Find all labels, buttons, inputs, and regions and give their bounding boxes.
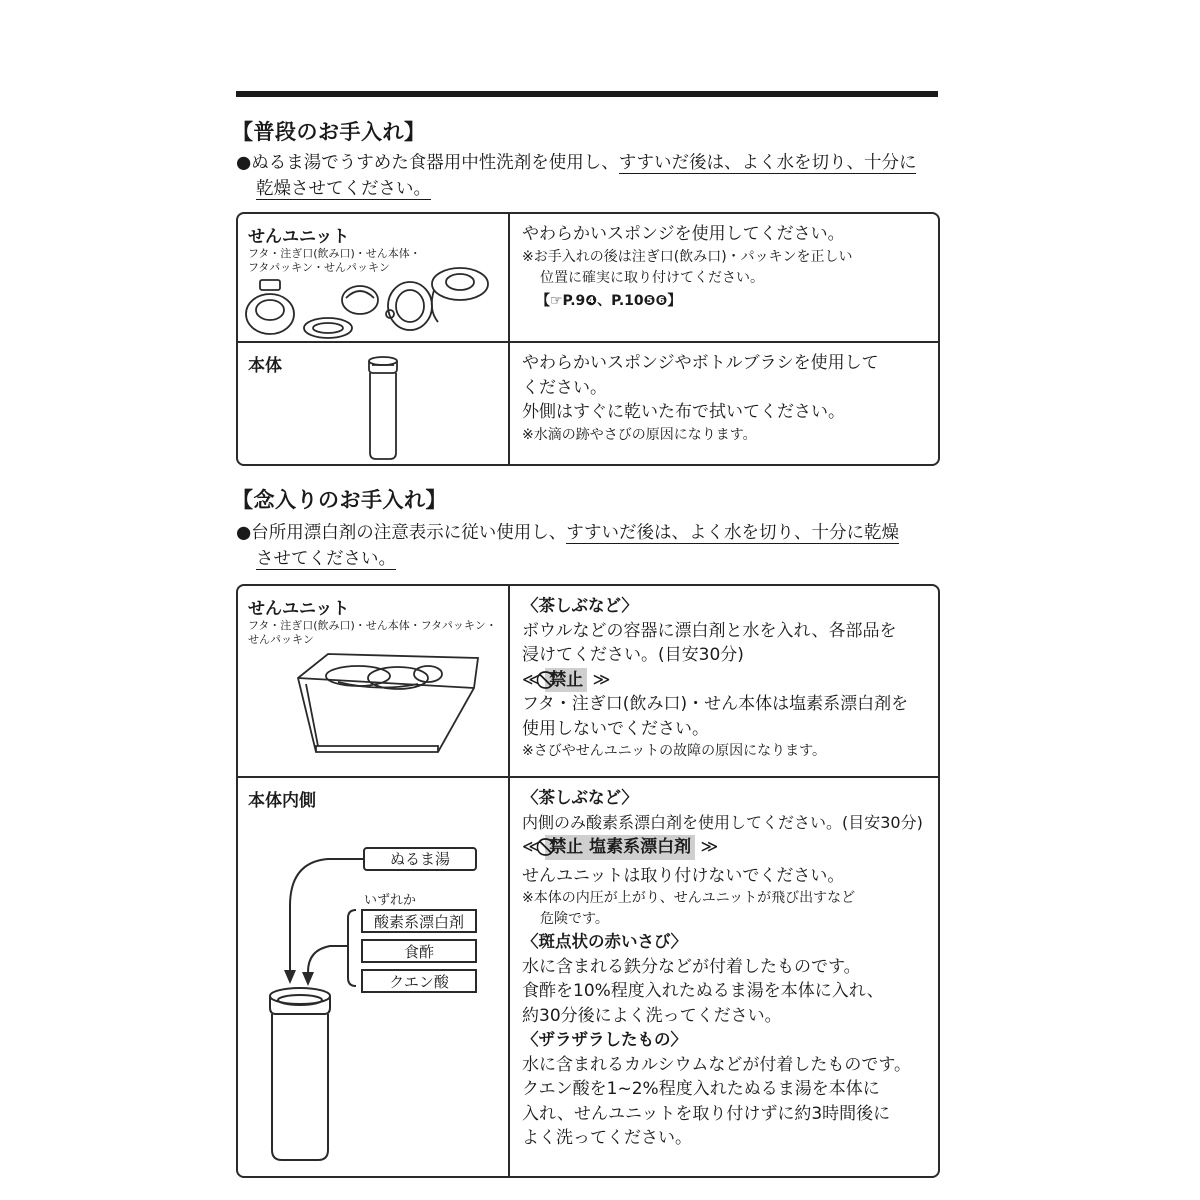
page-reference: 【☞P.9❹、P.10❺❻】 [536, 292, 682, 309]
table-row [238, 214, 938, 341]
intro-underlined: すすいだ後は、よく水を切り、十分に乾燥 [566, 523, 899, 543]
daily-care-table [236, 212, 940, 466]
row-label: せんユニット [248, 227, 350, 247]
instruction-text: 約30分後によく洗ってください。 [522, 1005, 782, 1026]
intro-text: ●ぬるま湯でうすめた食器用中性洗剤を使用し、 [236, 153, 619, 173]
table-row [238, 778, 938, 1176]
section-subheading: 〈茶しぶなど〉 [522, 596, 638, 615]
row-left-cell [248, 594, 503, 647]
instruction-text: せんユニットは取り付けないでください。 [522, 865, 845, 886]
prohibited-notice: ≪ ⃠禁止 塩素系漂白剤 ≫ [522, 835, 934, 860]
instruction-text: 浸けてください。(目安30分) [522, 645, 744, 665]
deep-care-heading: 【念入りのお手入れ】 [232, 488, 447, 512]
instruction-text: 使用しないでください。 [522, 718, 709, 739]
daily-care-heading: 【普段のお手入れ】 [232, 120, 426, 144]
note-text: ※水滴の跡やさびの原因になります。 [522, 426, 757, 443]
warm-water-label: ぬるま湯 [389, 850, 451, 868]
intro-underlined-2: 乾燥させてください。 [256, 179, 431, 199]
row-label: せんユニット [248, 599, 350, 619]
instruction-text: 内側のみ酸素系漂白剤を使用してください。(目安30分) [522, 812, 923, 832]
row-left-cell [248, 222, 503, 275]
row-right-cell [522, 594, 934, 762]
section-subheading: 〈茶しぶなど〉 [522, 788, 638, 807]
row-sublabel: せんパッキン [248, 633, 314, 646]
instruction-text: ください。 [522, 377, 607, 398]
note-text: ※さびやせんユニットの故障の原因になります。 [522, 743, 827, 759]
row-right-cell [522, 222, 934, 313]
instruction-text: 水に含まれる鉄分などが付着したものです。 [522, 956, 861, 977]
bottle-illustration [358, 351, 408, 461]
row-sublabel: フタ・注ぎ口(飲み口)・せん本体・ [248, 247, 421, 260]
deep-care-table [236, 584, 940, 1178]
intro-text: ●台所用漂白剤の注意表示に従い使用し、 [236, 523, 567, 543]
deep-care-intro [236, 520, 946, 572]
instruction-text: 外側はすぐに乾いた布で拭いてください。 [522, 402, 845, 422]
option-label: クエン酸 [389, 973, 449, 991]
note-text: 危険です。 [540, 911, 609, 927]
either-label: いずれか [364, 893, 417, 908]
instruction-text: やわらかいスポンジやボトルブラシを使用して [522, 353, 879, 373]
row-label: 本体内側 [248, 791, 316, 811]
daily-care-intro [236, 150, 946, 202]
instruction-text: よく洗ってください。 [522, 1128, 692, 1148]
instruction-text: フタ・注ぎ口(飲み口)・せん本体は塩素系漂白剤を [522, 694, 909, 714]
row-right-cell [522, 786, 934, 1151]
instruction-text: 水に含まれるカルシウムなどが付着したものです。 [522, 1054, 912, 1075]
prohibited-notice: ≪ ⃠禁止 ≫ [522, 668, 934, 693]
intro-underlined-2: させてください。 [256, 549, 396, 569]
instruction-text: やわらかいスポンジを使用してください。 [522, 224, 845, 244]
instruction-text: ボウルなどの容器に漂白剤と水を入れ、各部品を [522, 620, 897, 641]
section-subheading: 〈斑点状の赤いさび〉 [522, 932, 688, 951]
table-row [238, 586, 938, 776]
soaking-bowl-illustration [288, 648, 488, 768]
section-subheading: 〈ザラザラしたもの〉 [522, 1030, 687, 1049]
prohibited-badge: ⃠禁止 塩素系漂白剤 [545, 835, 695, 860]
row-left-cell [248, 786, 503, 991]
table-row [238, 343, 938, 464]
row-sublabel: フタ・注ぎ口(飲み口)・せん本体・フタパッキン・ [248, 619, 497, 632]
top-rule [236, 91, 938, 97]
instruction-text: 入れ、せんユニットを取り付けずに約3時間後に [522, 1103, 891, 1124]
row-right-cell [522, 351, 934, 446]
cap-unit-parts-illustration [242, 266, 500, 344]
cleaning-agent-diagram [238, 826, 498, 1166]
note-text: ※お手入れの後は注ぎ口(飲み口)・パッキンを正しい [522, 248, 853, 265]
option-label: 酸素系漂白剤 [373, 913, 465, 931]
instruction-text: クエン酸を1~2%程度入れたぬるま湯を本体に [522, 1079, 880, 1099]
row-sublabel: フタパッキン・せんパッキン [248, 261, 390, 274]
row-left-cell [248, 351, 503, 376]
row-label: 本体 [248, 356, 282, 376]
prohibited-badge: ⃠禁止 [545, 668, 587, 693]
note-text: 位置に確実に取り付けてください。 [540, 269, 764, 286]
intro-underlined: すすいだ後は、よく水を切り、十分に [618, 153, 917, 173]
instruction-text: 食酢を10%程度入れたぬるま湯を本体に入れ、 [522, 981, 884, 1001]
note-text: ※本体の内圧が上がり、せんユニットが飛び出すなど [522, 890, 856, 906]
option-label: 食酢 [403, 943, 435, 961]
